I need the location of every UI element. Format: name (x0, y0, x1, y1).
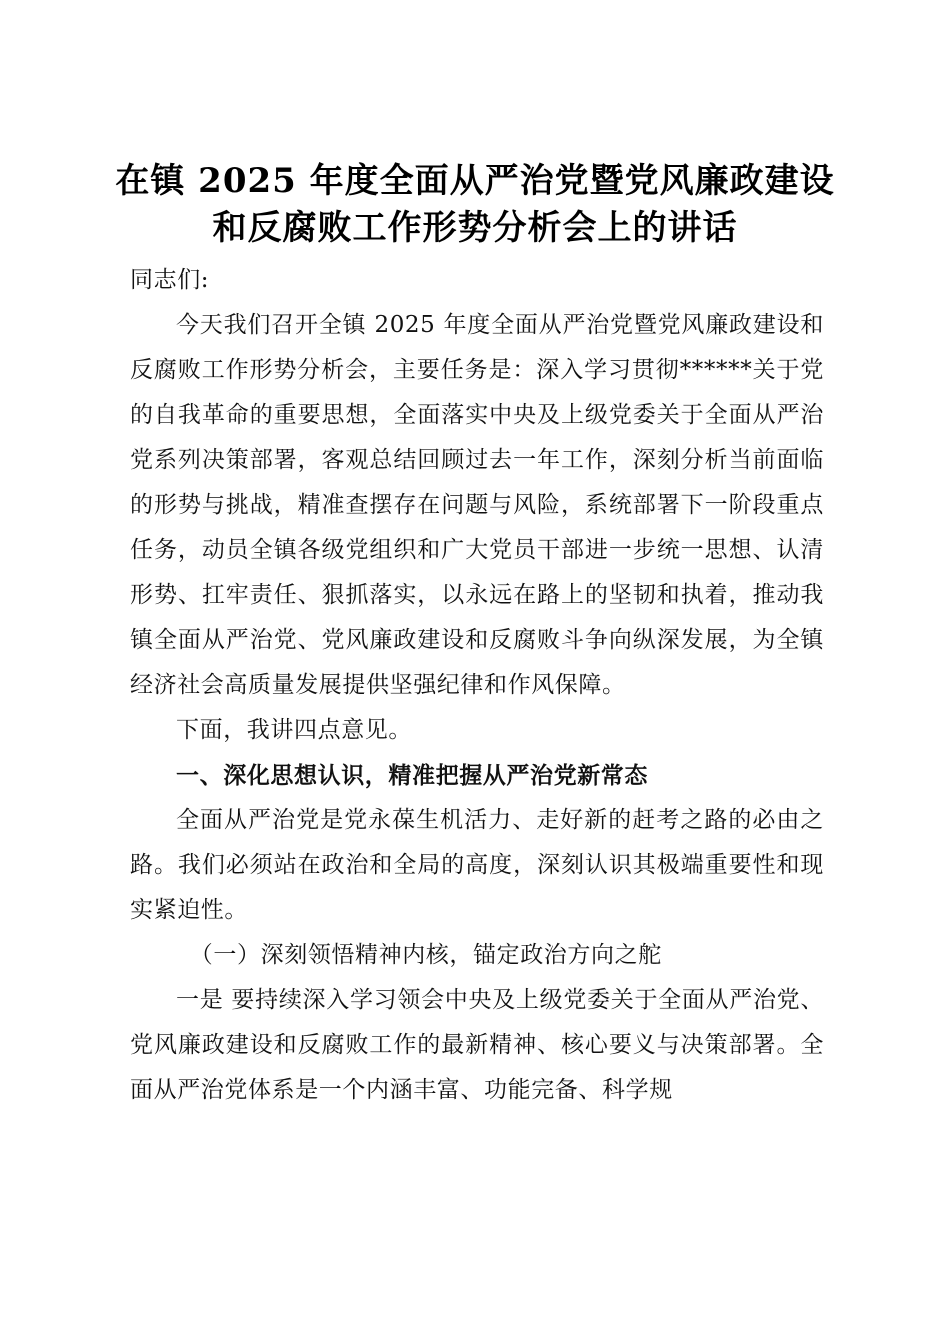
subsection-heading-1: （一）深刻领悟精神内核，锚定政治方向之舵 (189, 942, 662, 968)
document-title (110, 158, 840, 252)
paragraph-intro: 今天我们召开全镇 2025 年度全面从严治党暨党风廉政建设和反腐败工作形势分析会，主要任务是：深入学习贯彻******关于党的自我革命的重要思想，全面落实中央及上级党委关于全面从严治党系列决策部署，客观总结回顾过去一年工作，深刻分析当前面临的形势与挑战，精准查摆存在问题与风险，系统部署下一阶段重点任务，动员全镇各级党组织和广大党员干部进一步统一思想、认清形势、扛牢责任、狠抓落实，以永远在路上的坚韧和执着，推动我镇全面从严治党、党风廉政建设和反腐败斗争向纵深发展，为全镇经济社会高质量发展提供坚强纪律和作风保障。 (130, 312, 824, 698)
title-line-2: 和反腐败工作形势分析会上的讲话 (212, 208, 738, 248)
paragraph-transition: 下面，我讲四点意见。 (176, 717, 412, 743)
document-body (130, 258, 824, 1113)
salutation: 同志们: (130, 267, 210, 293)
section-heading-1: 一、深化思想认识，精准把握从严治党新常态 (176, 762, 648, 789)
paragraph-subsection-1: 一是 要持续深入学习领会中央及上级党委关于全面从严治党、党风廉政建设和反腐败工作的最新精神、核心要义与决策部署。全面从严治党体系是一个内涵丰富、功能完备、科学规 (130, 987, 824, 1103)
title-line-1: 在镇 2025 年度全面从严治党暨党风廉政建设 (115, 161, 835, 201)
paragraph-section-1: 全面从严治党是党永葆生机活力、走好新的赶考之路的必由之路。我们必须站在政治和全局的高度，深刻认识其极端重要性和现实紧迫性。 (130, 807, 824, 923)
